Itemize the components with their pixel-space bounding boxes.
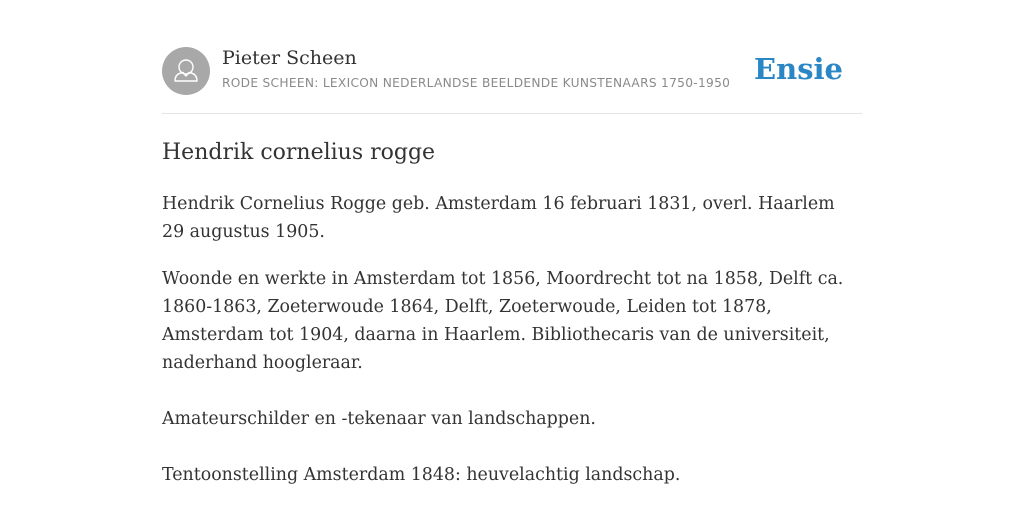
paragraph-birth-death: Hendrik Cornelius Rogge geb. Amsterdam 16 februari 1831, overl. Haarlem 29 augustus 1905.: [162, 194, 835, 242]
avatar[interactable]: [162, 47, 210, 95]
author-name[interactable]: Pieter Scheen: [222, 47, 357, 69]
article-body: [162, 190, 862, 508]
user-silhouette-icon: [162, 47, 210, 95]
source-title[interactable]: RODE SCHEEN: LEXICON NEDERLANDSE BEELDENDE KUNSTENAARS 1750-1950: [222, 76, 731, 90]
article-title: Hendrik cornelius rogge: [162, 140, 436, 165]
paragraph-profession: Amateurschilder en -tekenaar van landschappen.: [162, 409, 596, 429]
author-header: [162, 46, 862, 96]
paragraph-exhibition: Tentoonstelling Amsterdam 1848: heuvelachtig landschap.: [162, 465, 681, 485]
ensie-logo[interactable]: Ensie: [754, 52, 843, 86]
paragraph-residences: Woonde en werkte in Amsterdam tot 1856, Moordrecht tot na 1858, Delft ca. 1860-1863, Zoeterwoude 1864, Delft, Zoeterwoude, Leiden tot 1878, Amsterdam tot 1904, daarna in Haarlem. Bibliothecaris van de universiteit, naderhand hoogleraar.: [162, 269, 844, 373]
header-divider: [162, 113, 862, 114]
